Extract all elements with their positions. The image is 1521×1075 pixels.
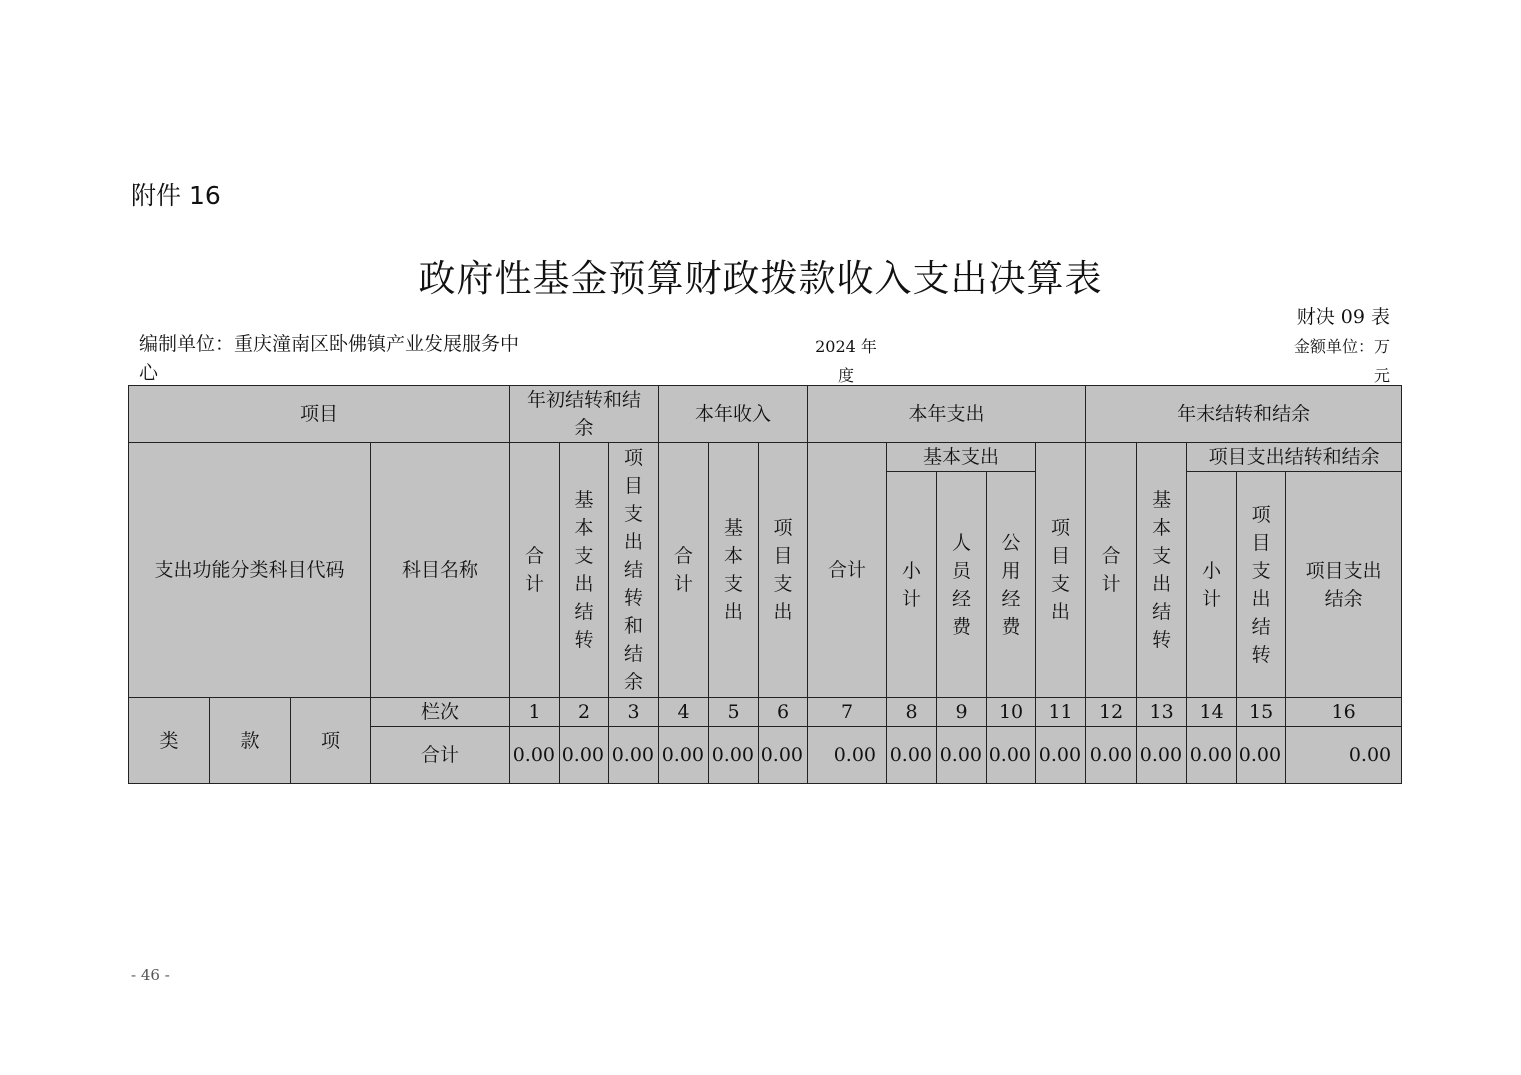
- col-number-1: 1: [510, 698, 560, 727]
- col-number-7: 7: [808, 698, 887, 727]
- col-number-14: 14: [1187, 698, 1237, 727]
- header-c4: 合计: [659, 443, 709, 698]
- total-value-6: 0.00: [759, 727, 808, 784]
- total-value-4: 0.00: [659, 727, 709, 784]
- col-number-11: 11: [1036, 698, 1086, 727]
- page-number: - 46 -: [131, 966, 170, 984]
- total-value-13: 0.00: [1137, 727, 1187, 784]
- total-value-3: 0.00: [609, 727, 659, 784]
- header-current-expense: 本年支出: [808, 386, 1086, 443]
- total-value-7: 0.00: [808, 727, 887, 784]
- col-number-9: 9: [937, 698, 987, 727]
- header-project-balance-group: 项目支出结转和结余: [1187, 443, 1402, 472]
- header-c12: 合计: [1086, 443, 1137, 698]
- header-c2: 基本支出结转: [560, 443, 609, 698]
- total-value-12: 0.00: [1086, 727, 1137, 784]
- header-opening-balance: 年初结转和结余: [510, 386, 659, 443]
- header-c6: 项目支出: [759, 443, 808, 698]
- label-total: 合计: [371, 727, 510, 784]
- header-c7: 合计: [808, 443, 887, 698]
- amount-unit: 金额单位：万元: [1293, 337, 1390, 385]
- col-number-2: 2: [560, 698, 609, 727]
- header-c3: 项目支出结转和结余: [609, 443, 659, 698]
- header-c9: 人员经费: [937, 472, 987, 698]
- header-c15: 项目支出结转: [1237, 472, 1286, 698]
- col-number-6: 6: [759, 698, 808, 727]
- budget-table: [128, 385, 1402, 784]
- label-lanci: 栏次: [371, 698, 510, 727]
- header-closing-balance: 年末结转和结余: [1086, 386, 1402, 443]
- header-project: 项目: [129, 386, 510, 443]
- label-xiang: 项: [291, 698, 371, 784]
- total-value-11: 0.00: [1036, 727, 1086, 784]
- label-kuan: 款: [210, 698, 291, 784]
- header-basic-expense-group: 基本支出: [887, 443, 1036, 472]
- header-subject-name: 科目名称: [371, 443, 510, 698]
- form-number: 财决 09 表: [1296, 306, 1390, 328]
- header-c11: 项目支出: [1036, 443, 1086, 698]
- col-number-13: 13: [1137, 698, 1187, 727]
- total-value-16: 0.00: [1286, 727, 1402, 784]
- total-value-1: 0.00: [510, 727, 560, 784]
- total-value-8: 0.00: [887, 727, 937, 784]
- page-title: 政府性基金预算财政拨款收入支出决算表: [418, 257, 1103, 300]
- attachment-label: 附件 16: [131, 181, 221, 210]
- total-value-10: 0.00: [987, 727, 1036, 784]
- header-c16: 项目支出结余: [1286, 472, 1402, 698]
- total-value-9: 0.00: [937, 727, 987, 784]
- col-number-15: 15: [1237, 698, 1286, 727]
- column-number-row: [129, 698, 1402, 727]
- col-number-16: 16: [1286, 698, 1402, 727]
- col-number-5: 5: [709, 698, 759, 727]
- header-c14: 小计: [1187, 472, 1237, 698]
- total-value-14: 0.00: [1187, 727, 1237, 784]
- header-c5: 基本支出: [709, 443, 759, 698]
- fiscal-year: 2024 年度: [815, 337, 877, 385]
- compiling-unit: 编制单位：重庆潼南区卧佛镇产业发展服务中心: [139, 333, 520, 384]
- col-number-10: 10: [987, 698, 1036, 727]
- label-lei: 类: [129, 698, 210, 784]
- total-value-5: 0.00: [709, 727, 759, 784]
- header-code: 支出功能分类科目代码: [129, 443, 371, 698]
- col-number-12: 12: [1086, 698, 1137, 727]
- header-c1: 合计: [510, 443, 560, 698]
- sub-header-row-1: [129, 443, 1402, 472]
- group-header-row: [129, 386, 1402, 443]
- total-value-2: 0.00: [560, 727, 609, 784]
- header-c13: 基本支出结转: [1137, 443, 1187, 698]
- col-number-8: 8: [887, 698, 937, 727]
- header-c8: 小计: [887, 472, 937, 698]
- col-number-4: 4: [659, 698, 709, 727]
- col-number-3: 3: [609, 698, 659, 727]
- header-c10: 公用经费: [987, 472, 1036, 698]
- header-current-income: 本年收入: [659, 386, 808, 443]
- total-value-15: 0.00: [1237, 727, 1286, 784]
